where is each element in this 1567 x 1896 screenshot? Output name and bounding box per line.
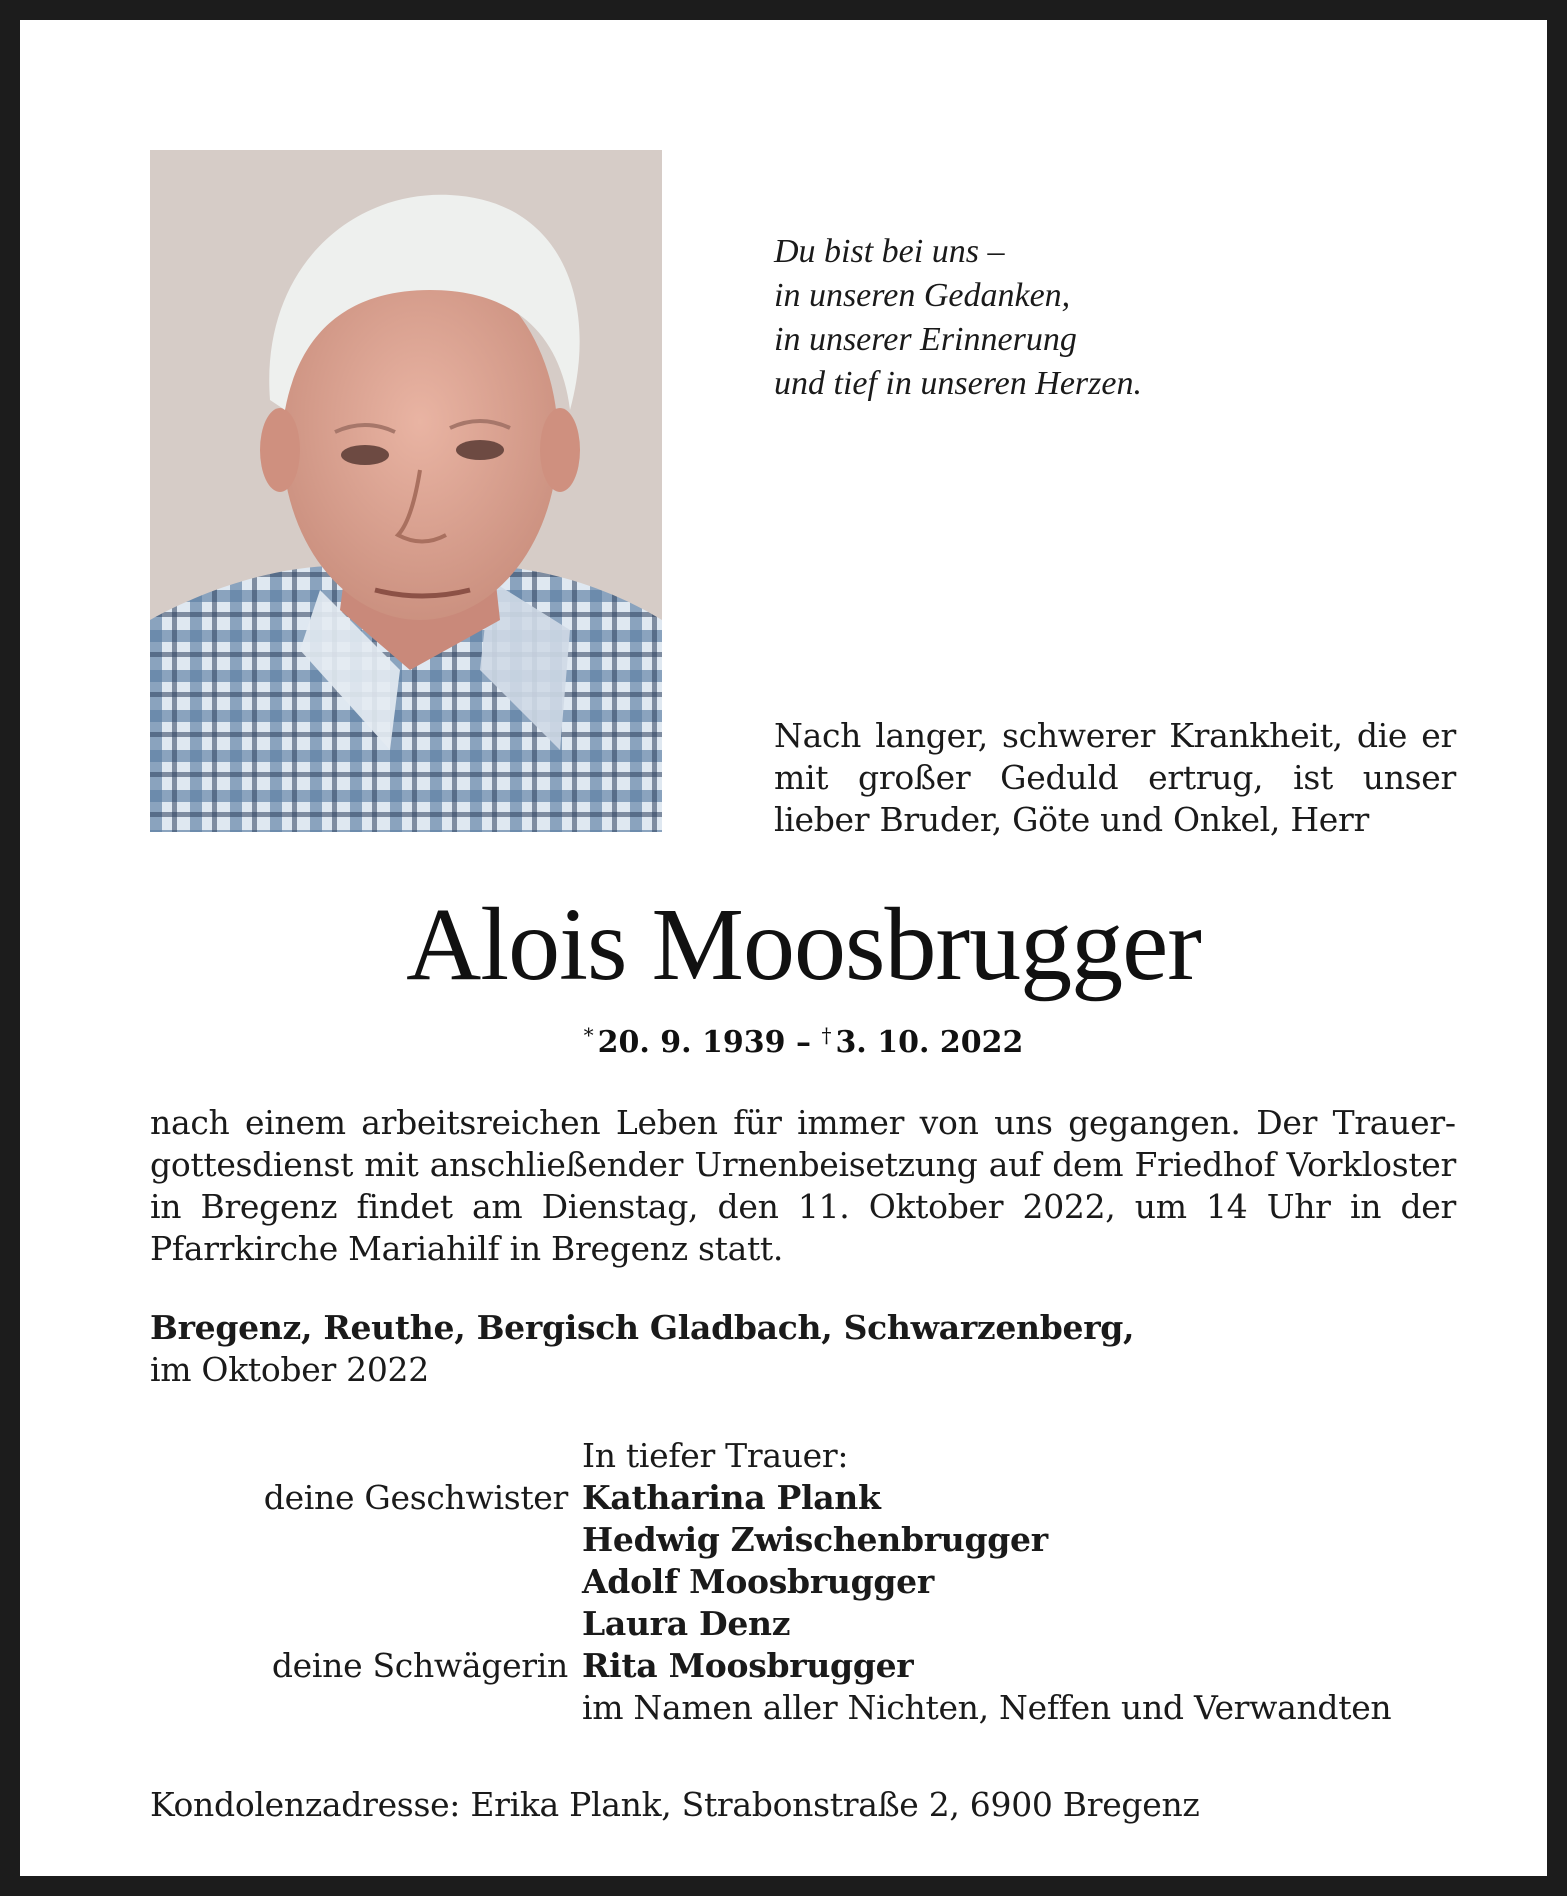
mourners-heading-row	[150, 1435, 1470, 1477]
quote-line: in unseren Gedanken,	[774, 277, 1071, 314]
mourner-relation	[150, 1603, 582, 1645]
mourner-name: Katharina Plank	[582, 1478, 881, 1517]
funeral-details-paragraph: nach einem arbeitsreichen Leben für immer von uns gegangen. Der Trauergottesdienst mit anschließender Urnenbeisetzung auf dem Friedhof Vorkloster in Bregenz findet am Dienstag, den 11. Oktober 2022, um 14 Uhr in der Pfarrkirche Mariahilf in Bregenz statt.	[150, 1103, 1456, 1268]
memorial-quote	[774, 230, 1142, 406]
quote-line: und tief in unseren Herzen.	[774, 365, 1142, 402]
notice-date: im Oktober 2022	[150, 1350, 429, 1389]
death-date: 3. 10. 2022	[835, 1025, 1024, 1060]
mourner-row	[150, 1477, 1470, 1519]
life-dates	[20, 1015, 1567, 1063]
mourner-name: Adolf Moosbrugger	[582, 1562, 934, 1601]
intro-paragraph: Nach langer, schwerer Krankheit, die er mit großer Geduld ertrug, ist unser lieber Bruder, Göte und Onkel, Herr	[774, 716, 1456, 839]
mourner-row	[150, 1519, 1470, 1561]
portrait-photo	[150, 150, 662, 832]
mourner-name: Rita Moosbrugger	[582, 1646, 914, 1685]
mourner-relation	[150, 1561, 582, 1603]
date-separator: –	[785, 1025, 822, 1060]
mourner-relation: deine Geschwister	[263, 1478, 568, 1517]
places-block	[150, 1307, 1456, 1391]
condolence-address: Kondolenzadresse: Erika Plank, Strabonstraße 2, 6900 Bregenz	[150, 1785, 1200, 1824]
quote-line: in unserer Erinnerung	[774, 321, 1077, 358]
quote-line: Du bist bei uns –	[774, 233, 1005, 270]
mourner-relation: deine Schwägerin	[271, 1646, 568, 1685]
mourner-row	[150, 1561, 1470, 1603]
mourner-relation	[150, 1519, 582, 1561]
locations: Bregenz, Reuthe, Bergisch Gladbach, Schwarzenberg,	[150, 1308, 1135, 1347]
portrait-illustration	[150, 150, 662, 832]
mourner-row	[150, 1645, 1470, 1687]
mourner-row	[150, 1603, 1470, 1645]
birth-symbol: *	[583, 1023, 594, 1047]
mourners-closing-row	[150, 1687, 1470, 1729]
mourners-list	[150, 1435, 1470, 1729]
deceased-name: Alois Moosbrugger	[406, 887, 1201, 1002]
mourners-heading: In tiefer Trauer:	[582, 1436, 849, 1475]
mourners-closing: im Namen aller Nichten, Neffen und Verwandten	[582, 1688, 1392, 1727]
death-symbol: †	[821, 1023, 832, 1047]
mourner-name: Hedwig Zwischenbrugger	[582, 1520, 1048, 1559]
birth-date: 20. 9. 1939	[597, 1025, 786, 1060]
mourner-name: Laura Denz	[582, 1604, 791, 1643]
